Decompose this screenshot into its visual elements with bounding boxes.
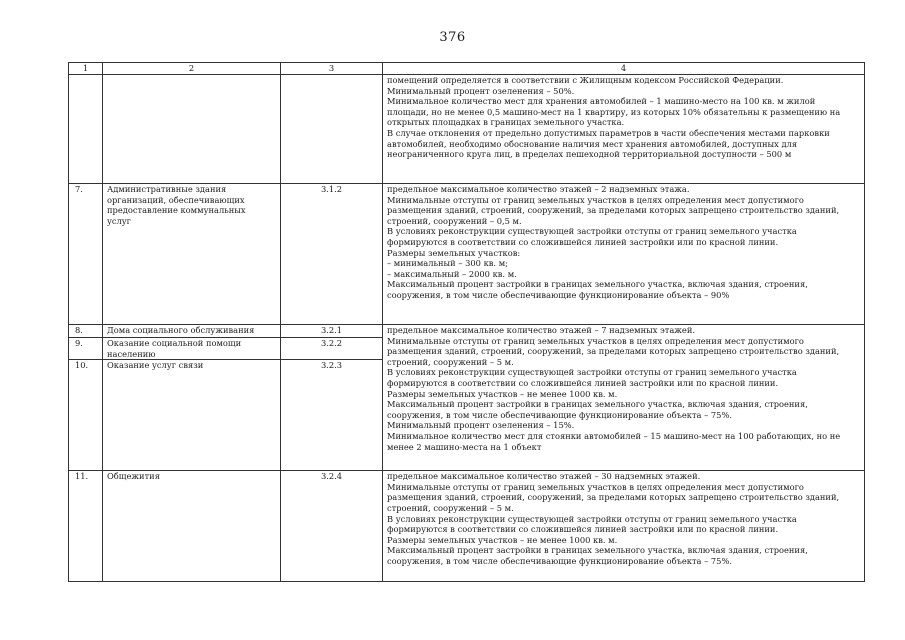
text-line: площади, но не менее 0,5 машино-мест на 1 квартиру, из которых 10% обязательны к размещению на xyxy=(387,106,841,117)
table-row-7 xyxy=(69,184,865,325)
text-line: Оказание социальной помощи xyxy=(107,338,242,348)
text-line: Размеры земельных участков: xyxy=(387,247,521,258)
text-line: предоставление коммунальных xyxy=(107,205,246,216)
header-col-4: 4 xyxy=(383,63,865,75)
name-cell xyxy=(103,75,281,184)
text-line: Максимальный процент застройки в границах земельного участка, включая здания, строения, xyxy=(387,279,808,290)
text-line: предельное максимальное количество этажей – 30 надземных этажей. xyxy=(387,471,701,482)
header-col-2: 2 xyxy=(103,63,281,75)
text-line: сооружения, в том числе обеспечивающие функционирование объекта – 75%. xyxy=(387,555,732,566)
text-line: населению xyxy=(107,348,156,359)
text-line: В случае отклонения от предельно допустимых параметров в части обеспечения местами парковки xyxy=(387,127,830,138)
text-line: организаций, обеспечивающих xyxy=(107,194,245,205)
params-cell xyxy=(383,75,865,184)
text-line: В условиях реконструкции существующей застройки отступы от границ земельного участка xyxy=(387,226,797,237)
row-code: 3.2.3 xyxy=(281,360,383,471)
text-line: Минимальный процент озеленения – 15%. xyxy=(387,420,575,431)
text-line: Максимальный процент застройки в границах земельного участка, включая здания, строения, xyxy=(387,545,808,556)
text-line: формируются в соответствии со сложившейся линией застройки или по красной линии. xyxy=(387,524,779,535)
text-line: размещения зданий, строений, сооружений, за пределами которых запрещено строительство зданий, xyxy=(387,346,840,357)
table-row-11 xyxy=(69,471,865,582)
table-row-continuation xyxy=(69,75,865,184)
text-line: Размеры земельных участков – не менее 1000 кв. м. xyxy=(387,534,618,545)
text-line: Минимальные отступы от границ земельных участков в целях определения мест допустимого xyxy=(387,194,804,205)
row-number: 11. xyxy=(69,471,103,582)
text-line: В условиях реконструкции существующей застройки отступы от границ земельного участка xyxy=(387,367,797,378)
page-number: 376 xyxy=(439,30,466,45)
text-line: строений, сооружений – 0,5 м. xyxy=(387,215,522,226)
text-line: Минимальные отступы от границ земельных участков в целях определения мест допустимого xyxy=(387,335,804,346)
num-cell xyxy=(69,75,103,184)
row-code: 3.2.2 xyxy=(281,338,383,360)
params-cell-group xyxy=(383,325,865,471)
text-line: – максимальный – 2000 кв. м. xyxy=(387,268,517,279)
row-code: 3.2.1 xyxy=(281,325,383,338)
text-line: Размеры земельных участков – не менее 1000 кв. м. xyxy=(387,388,618,399)
row-name: Дома социального обслуживания xyxy=(103,325,281,338)
text-line: В условиях реконструкции существующей застройки отступы от границ земельного участка xyxy=(387,513,797,524)
text-line: формируются в соответствии со сложившейся линией застройки или по красной линии. xyxy=(387,377,779,388)
text-line: предельное максимальное количество этажей – 7 надземных этажей. xyxy=(387,325,695,335)
header-col-3: 3 xyxy=(281,63,383,75)
row-name: Общежития xyxy=(103,471,281,582)
code-cell xyxy=(281,75,383,184)
table-row-8 xyxy=(69,325,865,338)
row-number: 8. xyxy=(69,325,103,338)
regulations-table xyxy=(68,62,865,582)
text-line: Минимальные отступы от границ земельных участков в целях определения мест допустимого xyxy=(387,481,804,492)
text-line: – минимальный – 300 кв. м; xyxy=(387,258,508,269)
text-line: неограниченного круга лиц, в пределах пешеходной территориальной доступности – 500 м xyxy=(387,149,792,160)
text-line: услуг xyxy=(107,215,132,226)
text-line: размещения зданий, строений, сооружений, за пределами которых запрещено строительство зданий, xyxy=(387,205,840,216)
row-name xyxy=(103,338,281,360)
text-line: Минимальное количество мест для стоянки автомобилей – 15 машино-мест на 100 работающих, но не xyxy=(387,430,841,441)
header-col-1: 1 xyxy=(69,63,103,75)
text-line: размещения зданий, строений, сооружений, за пределами которых запрещено строительство зданий, xyxy=(387,492,840,503)
text-line: сооружения, в том числе обеспечивающие функционирование объекта – 75%. xyxy=(387,409,732,420)
row-number: 7. xyxy=(69,184,103,325)
text-line: формируются в соответствии со сложившейся линией застройки или по красной линии. xyxy=(387,236,779,247)
params-cell xyxy=(383,184,865,325)
text-line: Административные здания xyxy=(107,184,227,194)
row-code: 3.2.4 xyxy=(281,471,383,582)
text-line: сооружения, в том числе обеспечивающие функционирование объекта – 90% xyxy=(387,289,730,300)
text-line: Минимальное количество мест для хранения автомобилей – 1 машино-место на 100 кв. м жилой xyxy=(387,96,816,107)
text-line: Минимальный процент озеленения – 50%. xyxy=(387,85,575,96)
row-name: Оказание услуг связи xyxy=(103,360,281,471)
text-line: строений, сооружений – 5 м. xyxy=(387,356,514,367)
text-line: менее 2 машино-места на 1 объект xyxy=(387,441,542,452)
text-line: помещений определяется в соответствии с Жилищным кодексом Российской Федерации. xyxy=(387,75,784,85)
table-header-row xyxy=(69,63,865,75)
text-line: открытых площадках в границах земельного участка. xyxy=(387,117,625,128)
text-line: предельное максимальное количество этажей – 2 надземных этажа. xyxy=(387,184,690,194)
row-number: 10. xyxy=(69,360,103,471)
row-name xyxy=(103,184,281,325)
text-line: строений, сооружений – 5 м. xyxy=(387,502,514,513)
row-number: 9. xyxy=(69,338,103,360)
text-line: автомобилей, необходимо обоснование наличия мест хранения автомобилей, доступных для xyxy=(387,138,798,149)
text-line: Максимальный процент застройки в границах земельного участка, включая здания, строения, xyxy=(387,399,808,410)
row-code: 3.1.2 xyxy=(281,184,383,325)
params-cell xyxy=(383,471,865,582)
